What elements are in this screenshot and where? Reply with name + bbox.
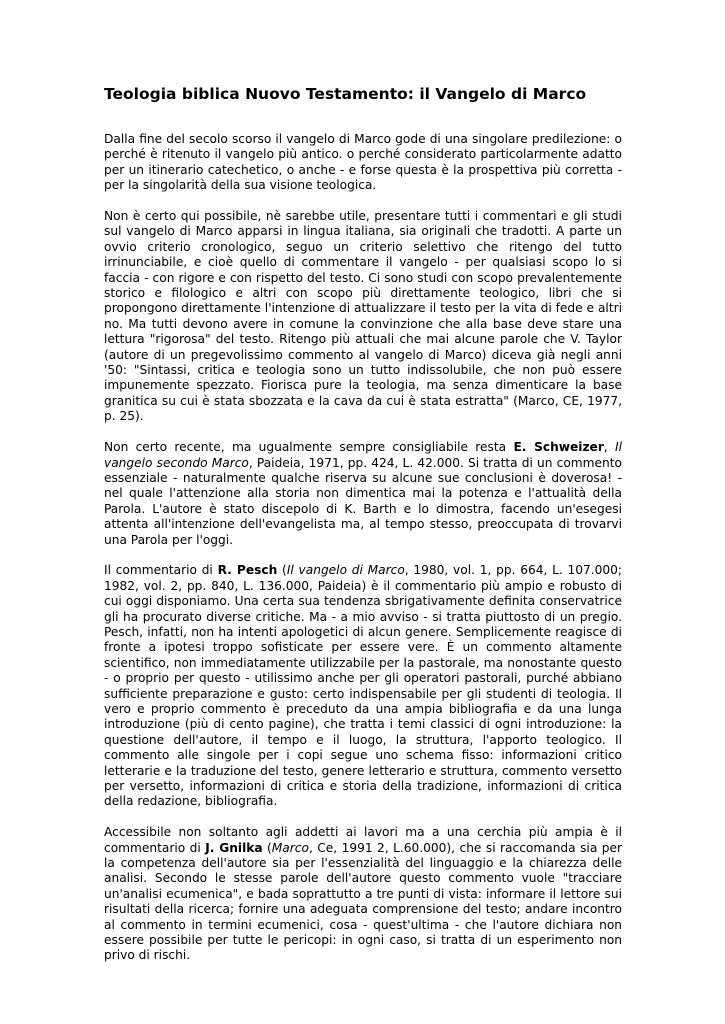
author-name: R. Pesch [217,563,278,578]
text-span: Accessibile non soltanto agli addetti ai lavori ma a una cerchia più ampia è il commentario di [104,825,622,855]
work-title: Il vangelo secondo Marco [104,440,622,470]
paragraph-criteria: Non è certo qui possibile, nè sarebbe utile, presentare tutti i commentari e gli studi sul vangelo di Marco apparsi in lingua italiana, sia originali che tradotti. A parte un ovvio criterio cronologico, seguo un criterio selettivo che ritengo del tutto irrinunciabile, e cioè quello di commentare il vangelo - per qualsiasi scopo lo si faccia - con rigore e con rispetto del testo. Ci sono studi con scopo prevalentemente storico e filologico e altri con scopo più direttamente teologico, libri che si propongono direttamente l'intenzione di attualizzare il testo per la vita di fede e altri no. Ma tutti devono avere in comune la convinzione che alla base deve stare una lettura "rigorosa" del testo. Ritengo più attuali che mai alcune parole che V. Taylor (autore di un pregevolissimo commento al vangelo di Marco) diceva già negli anni '50: "Sintassi, critica e teologia sono un tutto indissolubile, che non può essere impunemente spezzato. Fiorisca pure la teologia, ma senza dimenticare la base granitica su cui è stata sbozzata e la cava da cui è stata estratta" (Marco, CE, 1977, p. 25). [104,209,622,424]
paragraph-pesch [104,563,622,810]
text-span: Il commentario di [104,563,218,578]
document-title: Teologia biblica Nuovo Testamento: il Vangelo di Marco [104,85,587,103]
paragraph-intro: Dalla fine del secolo scorso il vangelo di Marco gode di una singolare predilezione: o perché è ritenuto il vangelo più antico. o perché considerato particolarmente adatto per un itinerario catechetico, o anche - e forse questa è la prospettiva più corretta - per la singolarità della sua visione teologica. [104,132,622,193]
text-span: , Ce, 1991 2, L.60.000), che si raccomanda sia per la competenza dell'autore sia per l'essenzialità del linguaggio e la chiarezza delle analisi. Secondo le stesse parole dell'autore questo commento vuole "tracciare un'analisi ecumenica", e bada soprattutto a tre punti di vista: informare il lettore sui risultati della ricerca; fornire una adeguata comprensione del testo; andare incontro al commento in termini ecumenici, cosa - quest'ultima - che l'autore dichiara non essere possibile per tutte le pericopi: in ogni caso, si tratta di un esperimento non privo di rischi. [104,840,622,963]
author-name: E. Schweizer [513,440,604,455]
work-title: Marco [271,840,309,855]
text-span: , [603,440,616,455]
paragraph-schweizer [104,440,622,548]
text-span: , 1980, vol. 1, pp. 664, L. 107.000; 1982, vol. 2, pp. 840, L. 136.000, Paideia) è il commentario più ampio e robusto di cui oggi disponiamo. Una certa sua tendenza sbrigativamente definita conservatrice gli ha procurato diverse critiche. Ma - a mio avviso - si tratta piuttosto di un pregio. Pesch, infatti, non ha intenti apologetici di alcun genere. Semplicemente reagisce di fronte a ipotesi troppo sofisticate per essere vere. È un commento altamente scientifico, non immediatamente utilizzabile per la pastorale, ma nonostante questo - o proprio per questo - utilissimo anche per gli operatori pastorali, purché abbiano sufficiente preparazione e gusto: certo indispensabile per gli studenti di teologia. Il vero e proprio commento è preceduto da una ampia bibliografia e da una lunga introduzione (più di cento pagine), che tratta i temi classici di ogni introduzione: la questione dell'autore, il tempo e il luogo, la struttura, l'apporto teologico. Il commento alle singole per i copi segue uno schema fisso: informazioni critico letterarie e la traduzione del testo, genere letterario e struttura, commento versetto per versetto, informazioni di critica e storia della tradizione, informazioni di critica della redazione, bibliografia. [104,563,623,809]
text-span: , Paideia, 1971, pp. 424, L. 42.000. Si tratta di un commento essenziale - naturalmente qualche riserva su alcune sue conclusioni è doverosa! - nel quale l'attenzione alla storia non dimentica mai la potenza e l'attualità della Parola. L'autore è stato discepolo di K. Barth e lo dimostra, facendo un'esegesi attenta all'intenzione dell'evangelista ma, al tempo stesso, preoccupata di trovarvi una Parola per l'oggi. [104,455,622,547]
text-span: ( [262,840,272,855]
text-span: ( [277,563,287,578]
paragraph-gnilka [104,825,622,964]
document-page [104,84,622,979]
work-title: Il vangelo di Marco [286,563,405,578]
author-name: J. Gnilka [205,840,263,855]
text-span: Non certo recente, ma ugualmente sempre consigliabile resta [104,440,514,455]
